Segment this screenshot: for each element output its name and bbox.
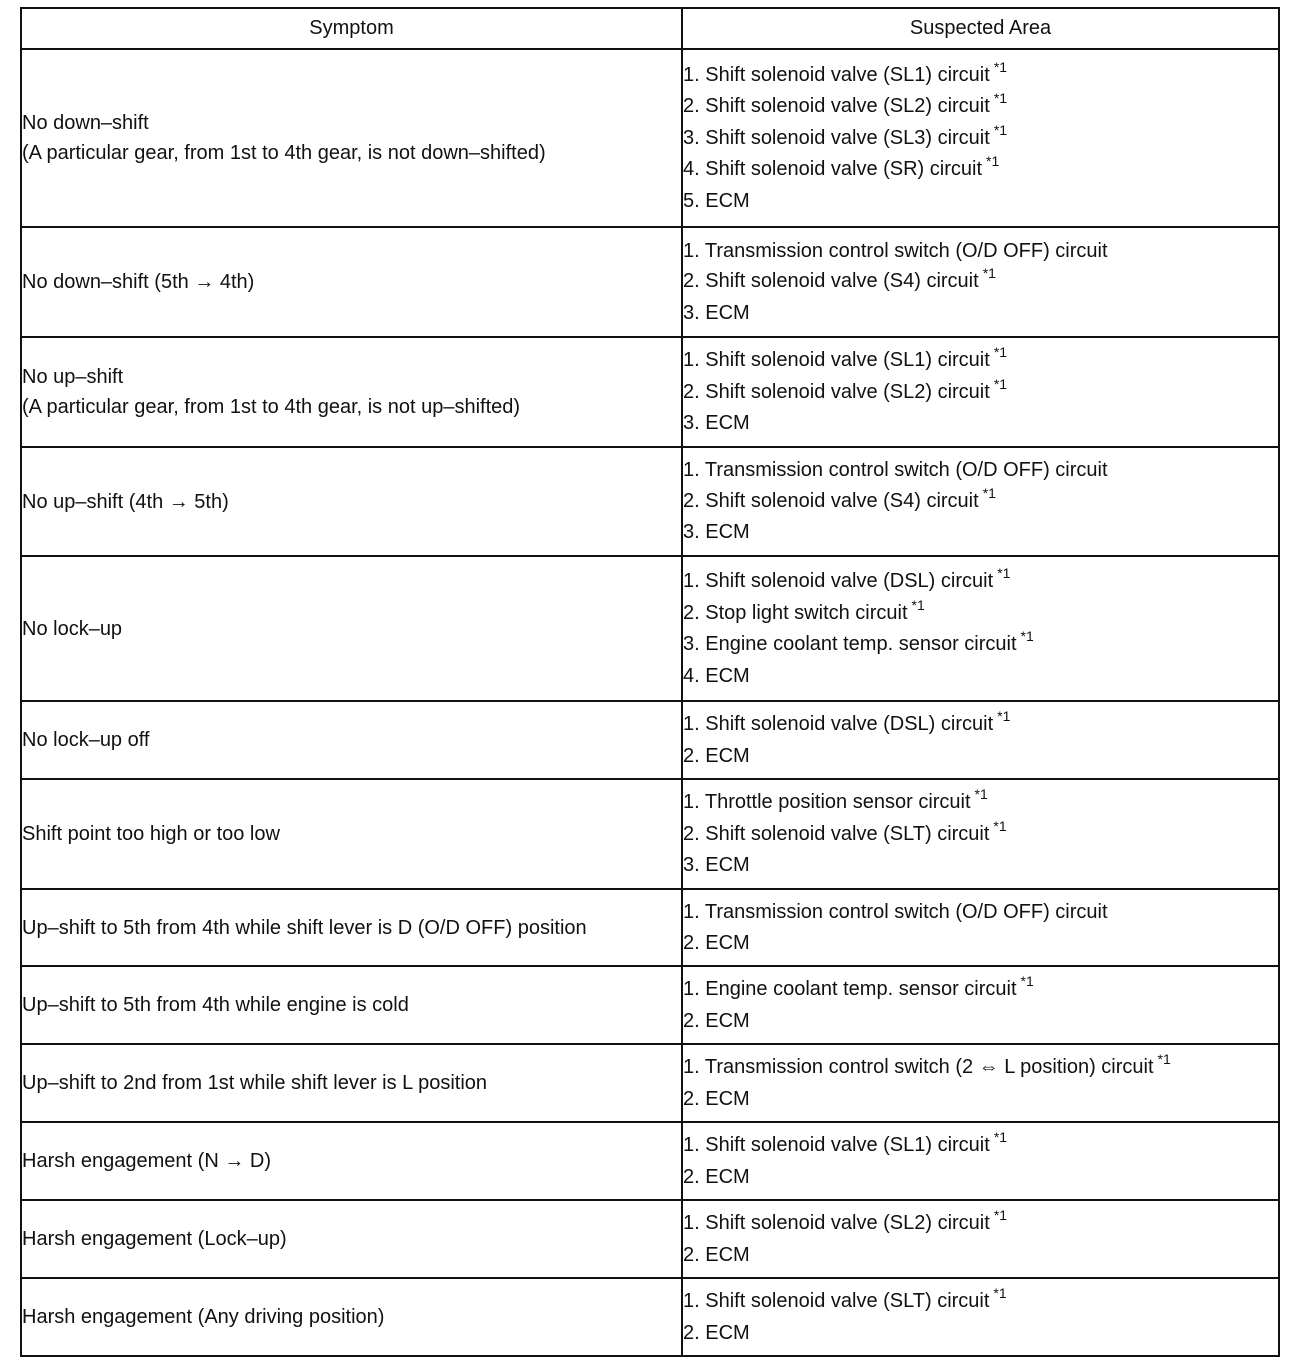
suspected-area-item: [683, 517, 1278, 548]
suspected-area-text: 1. Shift solenoid valve (DSL) circuit: [683, 713, 994, 735]
suspected-area-text: 4. Shift solenoid valve (SR) circuit: [683, 158, 983, 181]
symptom-cell: [21, 49, 682, 227]
suspected-area-item: [683, 486, 1278, 518]
suspected-area-cell: [682, 779, 1279, 889]
symptom-cell: [21, 966, 682, 1044]
suspected-area-text: 2. Shift solenoid valve (SLT) circuit: [683, 822, 990, 845]
footnote-marker: *1: [997, 565, 1011, 581]
suspected-area-item: [683, 154, 1278, 186]
table-row: [21, 889, 1279, 966]
symptom-text: No down–shift: [22, 112, 149, 134]
symptom-table: [20, 7, 1280, 1357]
symptom-cell: [21, 556, 682, 701]
table-row: [21, 966, 1279, 1044]
suspected-area-item: [683, 408, 1278, 439]
suspected-area-cell: [682, 1044, 1279, 1122]
symptom-text: Up–shift to 5th from 4th while engine is cold: [22, 994, 409, 1016]
footnote-marker: *1: [993, 90, 1008, 107]
suspected-area-text: 1. Shift solenoid valve (SL2) circuit: [683, 1212, 990, 1234]
symptom-cell: [21, 889, 682, 966]
suspected-area-text: 1. Transmission control switch (2 ⇔ L position) circuit: [683, 1056, 1154, 1078]
table-row: [21, 1122, 1279, 1200]
suspected-area-text: 1. Transmission control switch (O/D OFF) circuit: [683, 459, 1108, 482]
suspected-area-text: 3. ECM: [683, 412, 750, 435]
footnote-marker: *1: [982, 484, 996, 501]
suspected-area-text: 2. ECM: [683, 931, 750, 954]
table-row: [21, 1278, 1279, 1356]
suspected-area-item: [683, 850, 1278, 881]
footnote-marker: *1: [993, 344, 1008, 361]
suspected-area-text: 5. ECM: [683, 189, 750, 212]
symptom-text: Up–shift to 2nd from 1st while shift lever is L position: [22, 1072, 488, 1094]
footnote-marker: *1: [1157, 1051, 1171, 1067]
footnote-marker: *1: [993, 1207, 1008, 1223]
suspected-area-item: [683, 897, 1278, 928]
suspected-area-text: 2. Shift solenoid valve (S4) circuit: [683, 270, 979, 293]
suspected-area-item: [683, 455, 1278, 486]
table-row: [21, 701, 1279, 779]
suspected-area-item: [683, 661, 1278, 692]
suspected-area-item: [683, 598, 1278, 630]
suspected-area-text: 3. ECM: [683, 301, 750, 324]
suspected-area-text: 1. Engine coolant temp. sensor circuit: [683, 978, 1017, 1000]
table-row: [21, 556, 1279, 701]
symptom-cell: [21, 1278, 682, 1356]
suspected-area-cell: [682, 966, 1279, 1044]
suspected-area-item: [683, 1240, 1278, 1271]
suspected-area-cell: [682, 447, 1279, 556]
suspected-area-item: [683, 928, 1278, 959]
footnote-marker: *1: [993, 121, 1008, 138]
suspected-area-column-header: Suspected Area: [682, 8, 1279, 49]
footnote-marker: *1: [1020, 973, 1034, 989]
suspected-area-item: [683, 709, 1278, 741]
suspected-area-text: 1. Shift solenoid valve (SL1) circuit: [683, 349, 990, 372]
suspected-area-cell: [682, 337, 1279, 447]
suspected-area-text: 2. ECM: [683, 1009, 750, 1032]
suspected-area-item: [683, 298, 1278, 329]
suspected-area-item: [683, 1286, 1278, 1318]
symptom-text: No up–shift (4th → 5th): [22, 490, 229, 513]
suspected-area-item: [683, 1130, 1278, 1162]
suspected-area-item: [683, 123, 1278, 155]
table-body: [21, 49, 1279, 1356]
table-row: [21, 337, 1279, 447]
suspected-area-item: [683, 819, 1278, 851]
suspected-area-cell: [682, 49, 1279, 227]
suspected-area-item: [683, 266, 1278, 298]
table-row: [21, 1044, 1279, 1122]
table-row: [21, 227, 1279, 337]
suspected-area-item: [683, 186, 1278, 217]
suspected-area-text: 2. ECM: [683, 1243, 750, 1266]
suspected-area-text: 3. Shift solenoid valve (SL3) circuit: [683, 126, 990, 149]
table-row: [21, 49, 1279, 227]
symptom-cell: [21, 1200, 682, 1278]
symptom-text: (A particular gear, from 1st to 4th gear, is not down–shifted): [22, 142, 546, 164]
footnote-marker: *1: [993, 817, 1007, 834]
suspected-area-text: 2. ECM: [683, 1165, 750, 1188]
suspected-area-text: 2. Shift solenoid valve (SL2) circuit: [683, 95, 990, 118]
suspected-area-item: [683, 1208, 1278, 1240]
footnote-marker: *1: [993, 58, 1008, 75]
suspected-area-cell: [682, 1122, 1279, 1200]
suspected-area-item: [683, 1162, 1278, 1193]
footnote-marker: *1: [986, 153, 1000, 170]
suspected-area-text: 2. Shift solenoid valve (SL2) circuit: [683, 380, 990, 403]
suspected-area-item: [683, 91, 1278, 123]
symptom-cell: [21, 447, 682, 556]
footnote-marker: *1: [997, 708, 1011, 724]
symptom-column-header: Symptom: [21, 8, 682, 49]
suspected-area-cell: [682, 1278, 1279, 1356]
suspected-area-item: [683, 1052, 1278, 1084]
symptom-cell: [21, 1122, 682, 1200]
symptom-cell: [21, 1044, 682, 1122]
suspected-area-item: [683, 1318, 1278, 1349]
suspected-area-item: [683, 787, 1278, 819]
suspected-area-text: 2. Stop light switch circuit: [683, 601, 908, 624]
suspected-area-item: [683, 1084, 1278, 1115]
symptom-text: No lock–up: [22, 617, 123, 640]
suspected-area-cell: [682, 889, 1279, 966]
suspected-area-text: 2. ECM: [683, 1087, 750, 1110]
footnote-marker: *1: [993, 1285, 1007, 1301]
footnote-marker: *1: [982, 265, 996, 282]
header-row: [21, 8, 1279, 49]
suspected-area-text: 1. Shift solenoid valve (SL1) circuit: [683, 1134, 990, 1156]
footnote-marker: *1: [911, 596, 925, 613]
suspected-area-item: [683, 60, 1278, 92]
suspected-area-cell: [682, 227, 1279, 337]
suspected-area-text: 3. Engine coolant temp. sensor circuit: [683, 633, 1017, 655]
suspected-area-cell: [682, 556, 1279, 701]
symptom-text: Shift point too high or too low: [22, 823, 280, 845]
suspected-area-item: [683, 1006, 1278, 1037]
footnote-marker: *1: [993, 375, 1008, 392]
symptom-text: No lock–up off: [22, 729, 150, 751]
symptom-text: Harsh engagement (N → D): [22, 1150, 271, 1172]
footnote-marker: *1: [993, 1129, 1008, 1145]
suspected-area-text: 1. Transmission control switch (O/D OFF) circuit: [683, 901, 1108, 923]
suspected-area-item: [683, 345, 1278, 377]
suspected-area-item: [683, 629, 1278, 661]
footnote-marker: *1: [974, 786, 988, 803]
suspected-area-text: 1. Shift solenoid valve (SL1) circuit: [683, 63, 990, 86]
suspected-area-text: 2. ECM: [683, 1321, 750, 1344]
suspected-area-cell: [682, 1200, 1279, 1278]
suspected-area-text: 2. Shift solenoid valve (S4) circuit: [683, 489, 979, 512]
suspected-area-text: 2. ECM: [683, 744, 750, 767]
symptom-cell: [21, 337, 682, 447]
symptom-text: Up–shift to 5th from 4th while shift lever is D (O/D OFF) position: [22, 916, 587, 939]
symptom-text: No down–shift (5th → 4th): [22, 271, 255, 293]
suspected-area-text: 1. Throttle position sensor circuit: [683, 791, 971, 814]
table-row: [21, 779, 1279, 889]
suspected-area-cell: [682, 701, 1279, 779]
symptom-cell: [21, 227, 682, 337]
suspected-area-item: [683, 974, 1278, 1006]
symptom-cell: [21, 779, 682, 889]
suspected-area-text: 1. Shift solenoid valve (SLT) circuit: [683, 1290, 990, 1312]
symptom-text: Harsh engagement (Any driving position): [22, 1306, 385, 1328]
table-row: [21, 447, 1279, 556]
suspected-area-item: [683, 741, 1278, 772]
symptom-text: No up–shift: [22, 366, 124, 388]
suspected-area-item: [683, 236, 1278, 267]
suspected-area-item: [683, 377, 1278, 409]
symptom-text: (A particular gear, from 1st to 4th gear, is not up–shifted): [22, 396, 521, 418]
symptom-text: Harsh engagement (Lock–up): [22, 1228, 287, 1250]
suspected-area-text: 4. ECM: [683, 664, 750, 687]
suspected-area-item: [683, 566, 1278, 598]
table-row: [21, 1200, 1279, 1278]
footnote-marker: *1: [1020, 628, 1034, 644]
suspected-area-text: 1. Transmission control switch (O/D OFF) circuit: [683, 239, 1108, 262]
suspected-area-text: 3. ECM: [683, 854, 750, 877]
suspected-area-text: 1. Shift solenoid valve (DSL) circuit: [683, 570, 994, 592]
suspected-area-text: 3. ECM: [683, 521, 750, 544]
symptom-cell: [21, 701, 682, 779]
